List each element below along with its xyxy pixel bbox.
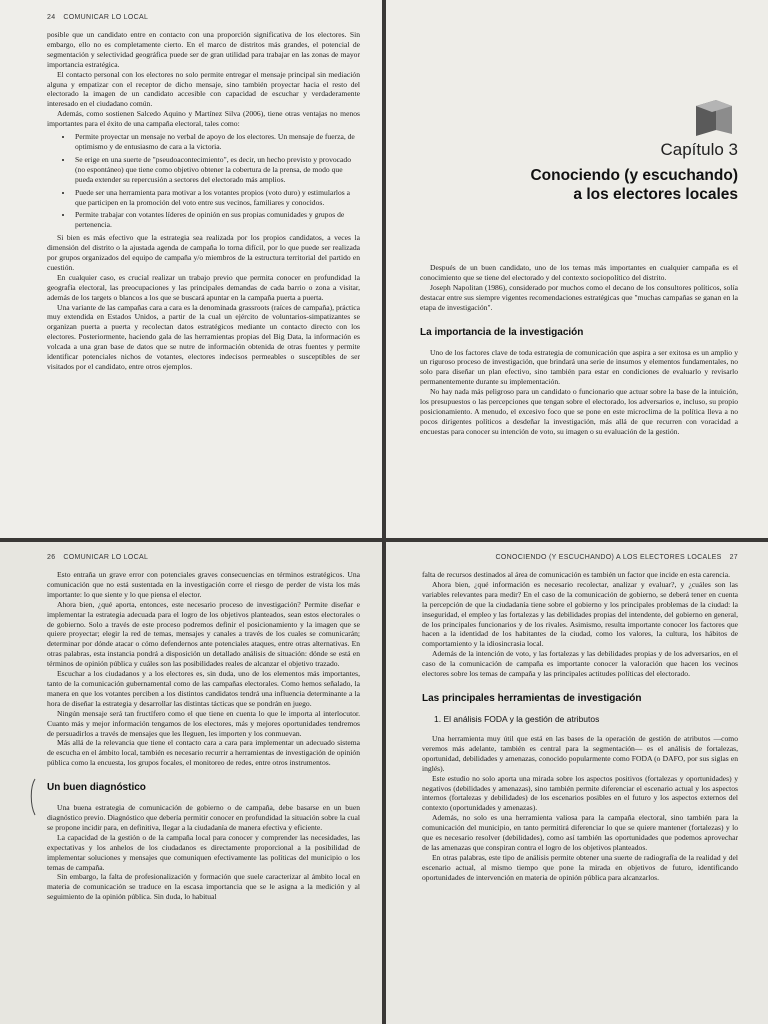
- chapter-number: Capítulo 3: [660, 140, 738, 159]
- paragraph: Esto entraña un grave error con potenciales graves consecuencias en términos estratégicos. Una comunicación que no está sustentada en la investigación corre el riesgo de perder de vista los más importante: lo que siente y lo que piensa el elector.: [47, 570, 360, 599]
- section-heading: Las principales herramientas de investigación: [422, 692, 642, 704]
- bullet-item: • Permite proyectar un mensaje no verbal de apoyo de los electores. Un mensaje de fuerza, de optimismo y de entusiasmo de cara a la victoria.: [73, 132, 360, 152]
- paragraph: Escuchar a los ciudadanos y a los electores es, sin duda, uno de los elementos más importantes, tanto de la comunicación gubernamental como de las campañas electorales. Como hemos señalado, la manera en que los votantes perciben a los distintos candidatos tendrá una influencia determinante a la hora de diseñar la estrategia y desarrollar las distintas tácticas que se pondrán en juego.: [47, 669, 360, 708]
- paragraph: Además de la intención de voto, y las fortalezas y las debilidades propias y de los adversarios, en el caso de la comunicación de campaña es importante conocer la valoración que hacen los vecinos electores sobre los temas de campaña y las principales actitudes políticas del electorado.: [422, 649, 738, 679]
- subsection-heading: 1. El análisis FODA y la gestión de atributos: [434, 713, 600, 724]
- paragraph: Joseph Napolitan (1986), considerado por muchos como el decano de los consultores políticos, solía destacar entre sus siempre vigentes recomendaciones estratégicas que "muchas campañas se ganan en la etapa de investigación".: [420, 282, 738, 312]
- running-head-title: COMUNICAR LO LOCAL: [63, 554, 149, 561]
- section-heading: Un buen diagnóstico: [47, 782, 146, 794]
- page-26: [0, 542, 382, 1024]
- chapter-title-line: a los electores locales: [573, 186, 738, 203]
- paragraph: La capacidad de la gestión o de la campaña local para conocer y comprender las necesidades, las expectativas y los anhelos de los ciudadanos es directamente proporcional a la posibilidad de implementar soluciones y mensajes que comuniquen efectivamente las políticas del municipio o los temas de campaña.: [47, 832, 360, 872]
- paragraph: Después de un buen candidato, uno de los temas más importantes en cualquier campaña es el conocimiento que se tiene del electorado y del contexto sociopolítico del distrito.: [420, 263, 738, 282]
- page-number: 24: [47, 14, 56, 21]
- paragraph: Si bien es más efectivo que la estrategia sea realizada por los propios candidatos, a veces la dimensión del distrito o la ajustada agenda de campaña lo torna difícil, por lo que puede ser realizada por grupos organizados del equipo de campaña y/o miembros de la estructura territorial del partido en cuestión.: [47, 233, 360, 272]
- paragraph: Más allá de la relevancia que tiene el contacto cara a cara para implementar un adecuado sistema de escucha en el ámbito local, también es necesario recurrir a herramientas de investigación de opinión pública como la encuesta, los grupos focales, el monitoreo de redes, entre otros instrumentos.: [47, 738, 360, 768]
- paragraph: El contacto personal con los electores no solo permite entregar el mensaje principal sin mediación alguna y empatizar con el receptor de dicho mensaje, sino también proyectar hacia el resto del electorado la imagen de un candidato accesible con capacidad de escuchar y verdaderamente interesado en el ciudadano común.: [47, 69, 360, 109]
- paragraph: En cualquier caso, es crucial realizar un trabajo previo que permita conocer en profundidad la geografía electoral, las preocupaciones y las principales demandas de cada barrio o zona a visitar, además de los targets o blancos a los que se buscará apuntar en la campaña puerta a puerta.: [47, 272, 360, 302]
- paragraph: Sin embargo, la falta de profesionalización y formación que suele caracterizar al ámbito local en materia de comunicación se traduce en la escasa importancia que se le asigna a la medición y al seguimiento de la opinión pública. Sin duda, lo habitual: [47, 872, 360, 902]
- bullet-item: • Permite trabajar con votantes líderes de opinión en sus propias comunidades y grupos de pertenencia.: [73, 210, 360, 230]
- running-head: [422, 554, 738, 561]
- paragraph: Ningún mensaje será tan fructífero como el que tiene en cuenta lo que le importa al interlocutor. Cuanto más y mejor información tengamos de los electores, más y mejores oportunidades tendremos de persuadirlos a través de mensajes que les lleguen, les importen y los conmuevan.: [47, 708, 360, 738]
- paragraph: Ahora bien, ¿qué información es necesario recolectar, analizar y evaluar?, y ¿cuáles son las variables relevantes para medir? En el caso de la comunicación de gobierno, se deberá tener en cuenta la percepción de que la ciudadanía tiene sobre el gobierno y los principales problemas de la ciudad: la inseguridad, el empleo y las fortalezas y las debilidades propias del intendente, del gobierno en general, de los principales funcionarios y de los rivales. Asimismo, resulta importante conocer los factores que hacen a la identidad de los habitantes de la ciudad, como los valores, la cultura, los hábitos de comportamiento y la idiosincrasia local.: [422, 579, 738, 649]
- margin-pen-mark: [26, 777, 40, 817]
- section-heading: La importancia de la investigación: [420, 326, 584, 338]
- paragraph: Ahora bien, ¿qué aporta, entonces, este necesario proceso de investigación? Permite diseñar e implementar la estrategia adecuada para el logro de los objetivos planteados, sean estos electorales o de gobierno. Solo a través de este proceso podremos definir el posicionamiento y la imagen que se quiere proyectar; elegir la red de temas, mensajes y canales a través de los cuales se comunicarán; determinar por dónde atacar o cómo defendernos ante potenciales ataques, entre otras alternativas. En otras palabras, esta instancia pondrá a disposición un detallado análisis de situación: dónde se está en términos de opinión pública y cuáles son las posibilidades reales de alcanzar el objetivo trazado.: [47, 599, 360, 669]
- paragraph: Uno de los factores clave de toda estrategia de comunicación que aspira a ser exitosa es un amplio y un riguroso proceso de investigación, que brindará una serie de insumos y elementos fundamentales, no solo para diseñar un plan efectivo, sino también para estar en condiciones de evaluarlo y revisarlo permanentemente durante su implementación.: [420, 347, 738, 387]
- bullet-item: • Puede ser una herramienta para motivar a los votantes propios (voto duro) y estimularlos a que participen en la promoción del voto entre sus vecinos, familiares y conocidos.: [73, 188, 360, 208]
- running-head-title: COMUNICAR LO LOCAL: [63, 14, 149, 21]
- paragraph: falta de recursos destinados al área de comunicación es también un factor que incide en esta carencia.: [422, 570, 731, 579]
- paragraph: Además, como sostienen Salcedo Aquino y Martínez Silva (2006), tiene otras ventajas no menos importantes para el éxito de una campaña electoral, tales como:: [47, 109, 360, 129]
- bullet-item: • Se erige en una suerte de "pseudoacontecimiento", es decir, un hecho previsto y provocado (no espontáneo) que tiene como objetivo obtener la cobertura de la prensa, de modo que pueda extender su repercusión a sectores del electorado más amplios.: [73, 155, 360, 185]
- paragraph: posible que un candidato entre en contacto con una proporción significativa de los electores. Sin embargo, ello no es completamente cierto. En el marco de distritos más grandes, el potencial de segmentación y selectividad geográfica puede ser de gran utilidad para trabajar en las zonas de mayor importancia estratégica.: [47, 30, 360, 69]
- page-24: [0, 0, 382, 538]
- chapter-title: [530, 166, 738, 204]
- page-25: [386, 0, 768, 538]
- chapter-title-line: Conociendo (y escuchando): [530, 167, 738, 184]
- bullet-list: [47, 132, 360, 230]
- page-number: 26: [47, 554, 56, 561]
- paragraph: Una buena estrategia de comunicación de gobierno o de campaña, debe basarse en un buen diagnóstico previo. Diagnóstico que debería permitir conocer en profundidad la situación sobre la cual se propone incidir para, en definitiva, llegar a la ciudadanía de manera efectiva y eficiente.: [47, 803, 360, 832]
- running-head: [47, 14, 360, 21]
- paragraph: Este estudio no solo aporta una mirada sobre los aspectos positivos (fortalezas y oportunidades) y negativos (debilidades y amenazas), sino también permite diferenciar el escenario actual y los aspectos internos (fortalezas y debilidades) de los escenarios posibles en el futuro y los aspectos externos del contexto (oportunidades y amenazas).: [422, 773, 738, 813]
- paragraph: Una herramienta muy útil que está en las bases de la operación de gestión de atributos —como veremos más adelante, también es central para la segmentación— es el análisis de fortalezas, oportunidad, debilidades y amenazas, conocido popularmente como FODA (o DAFO, por sus siglas en inglés).: [422, 733, 738, 773]
- page-27: [386, 542, 768, 1024]
- chapter-body: [420, 263, 738, 437]
- paragraph: En otras palabras, este tipo de análisis permite obtener una suerte de radiografía de la realidad y del escenario actual, al mismo tiempo que pone la mirada en objetivos de futuro, identificando oportunidades de intervención en materia de opinión pública para alcanzarlos.: [422, 852, 738, 882]
- paragraph: No hay nada más peligroso para un candidato o funcionario que actuar sobre la base de la intuición, los presupuestos o las percepciones que tengan sobre el electorado, los adversarios e, incluso, su propio posicionamiento. A menudo, el excesivo foco que se pone en este microclima de la política lleva a no pocos dirigentes políticos a desdeñar la investigación, más allá de que recurren con voracidad a encuestas para conocer su intención de voto, su imagen o su evaluación de la gestión.: [420, 387, 738, 436]
- running-head-title: CONOCIENDO (Y ESCUCHANDO) A LOS ELECTORES LOCALES: [495, 554, 722, 561]
- paragraph: Además, no solo es una herramienta valiosa para la campaña electoral, sino también para la comunicación del municipio, en tanto permitirá diferenciar lo que se quiere mantener (fortalezas) y lo que es necesario resolver (debilidades), como así también las oportunidades que podemos aprovechar de las amenazas que conspiran contra el logro de los objetivos planteados.: [422, 813, 738, 852]
- paragraph: Una variante de las campañas cara a cara es la denominada grassroots (raíces de campaña), práctica muy extendida en Estados Unidos, a partir de la cual un ejército de voluntarios-simpatizantes se organizan puerta a puerta y recolectan datos estratégicos mediante un contacto directo con los electores. Posteriormente, haciendo gala de las herramientas propias del Big Data, la información es volcada a una gran base de datos que se nutre de información obtenida de otras fuentes y permite identificar potenciales nichos de votantes, electores indecisos permeables o susceptibles de ser visitados por el candidato, entre otros ejemplos.: [47, 302, 360, 371]
- chapter-cube-icon: [688, 96, 734, 138]
- page-number: 27: [729, 554, 738, 561]
- running-head: [47, 554, 360, 561]
